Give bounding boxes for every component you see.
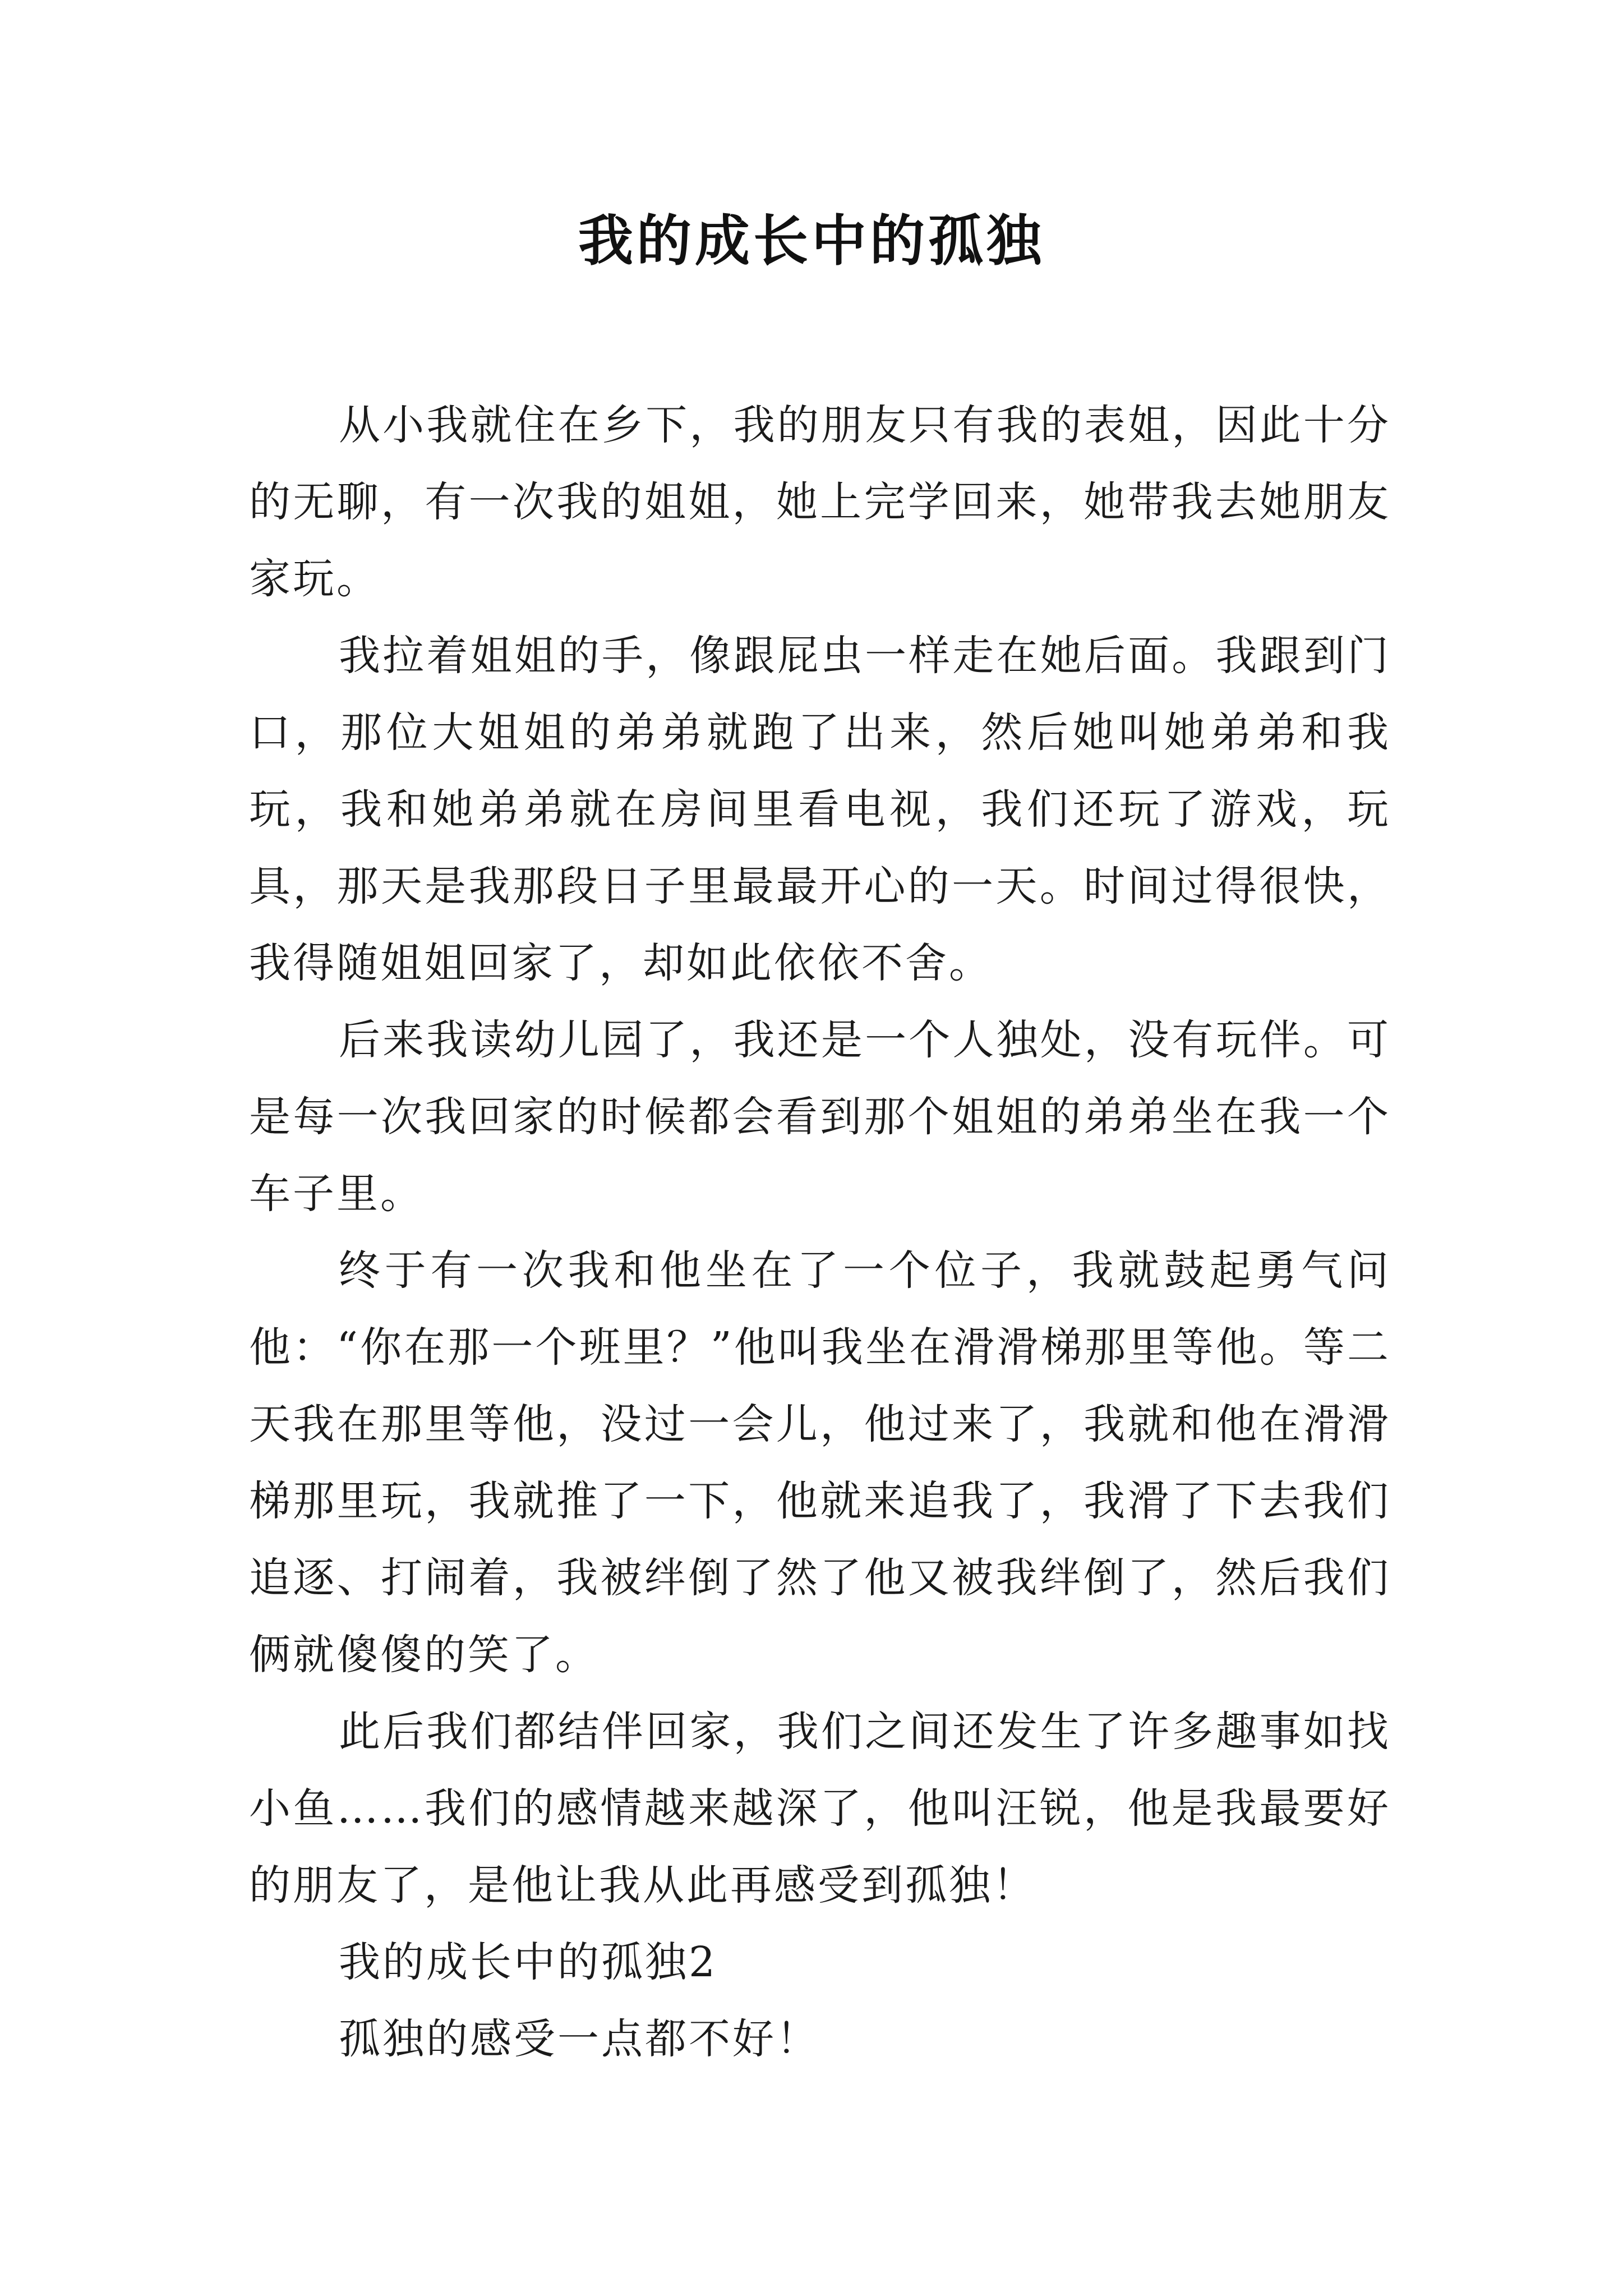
document-title: 我的成长中的孤独 <box>578 209 1045 273</box>
paragraph: 终于有一次我和他坐在了一个位子，我就鼓起勇气问他：“你在那一个班里？”他叫我坐在滑滑梯那里等他。等二天我在那里等他，没过一会儿，他过来了，我就和他在滑滑梯那里玩，我就推了一下，他就来追我了，我滑了下去我们追逐、打闹着，我被绊倒了然了他又被我绊倒了，然后我们俩就傻傻的笑了。 <box>249 1246 1391 1679</box>
paragraph: 从小我就住在乡下，我的朋友只有我的表姐，因此十分的无聊，有一次我的姐姐，她上完学回来，她带我去她朋友家玩。 <box>249 401 1391 603</box>
paragraph: 此后我们都结伴回家，我们之间还发生了许多趣事如找小鱼……我们的感情越来越深了，他叫汪锐，他是我最要好的朋友了，是他让我从此再感受到孤独！ <box>249 1708 1391 1910</box>
paragraph: 我拉着姐姐的手，像跟屁虫一样走在她后面。我跟到门口，那位大姐姐的弟弟就跑了出来，然后她叫她弟弟和我玩，我和她弟弟就在房间里看电视，我们还玩了游戏，玩具，那天是我那段日子里最最开心的一天。时间过得很快，我得随姐姐回家了，却如此依依不舍。 <box>249 632 1391 987</box>
document-body <box>249 387 1391 2078</box>
paragraph: 后来我读幼儿园了，我还是一个人独处，没有玩伴。可是每一次我回家的时候都会看到那个姐姐的弟弟坐在我一个车子里。 <box>249 1016 1391 1218</box>
paragraph: 孤独的感受一点都不好！ <box>339 2015 820 2063</box>
section-heading: 我的成长中的孤独2 <box>339 1938 718 1986</box>
